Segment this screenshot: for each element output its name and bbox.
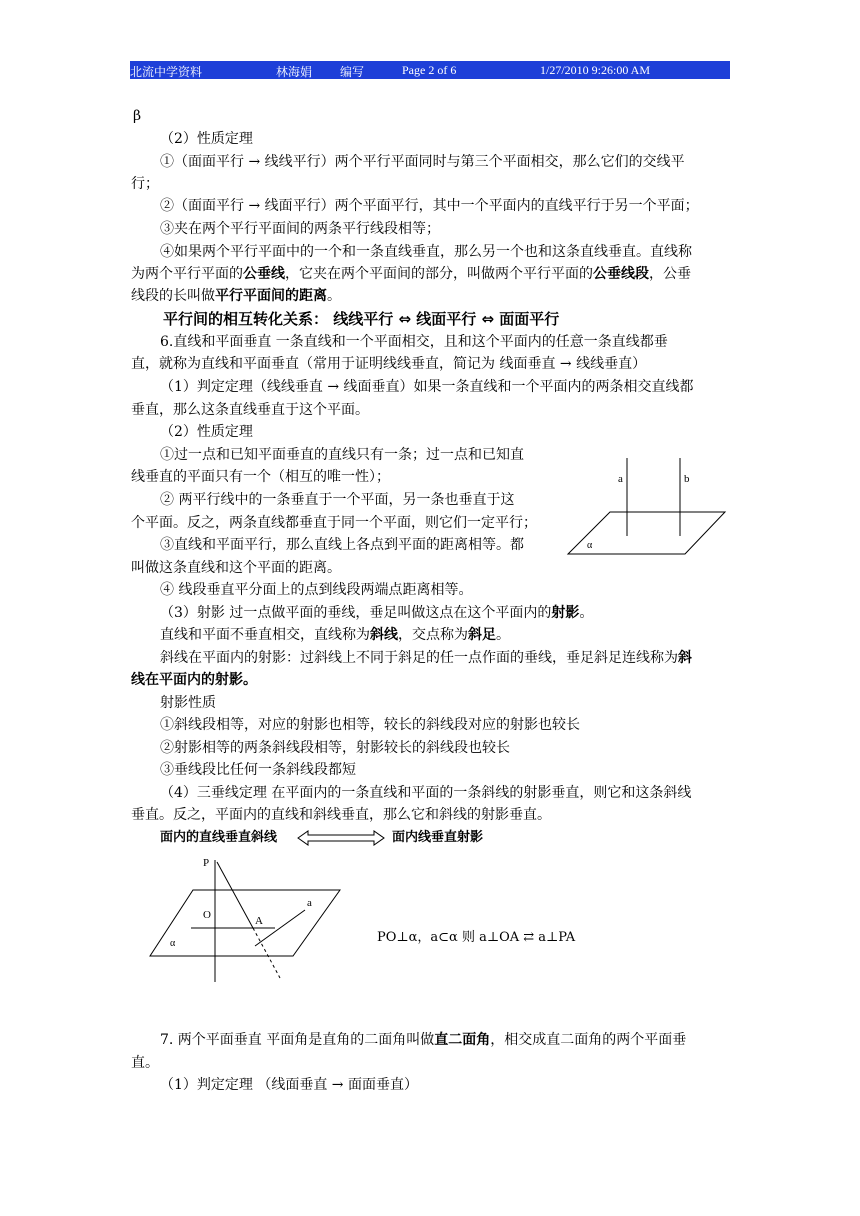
- header-role: 编写: [340, 65, 365, 79]
- text-line: 直。: [131, 1055, 159, 1071]
- text-line: 直，就称为直线和平面垂直（常用于证明线线垂直，简记为 线面垂直 → 线线垂直）: [131, 356, 647, 372]
- text-line: （2）性质定理: [160, 131, 253, 147]
- text-line: 7. 两个平面垂直 平面角是直角的二面角叫做直二面角，相交成直二面角的两个平面垂: [160, 1032, 687, 1048]
- text-line: 线段的长叫做平行平面间的距离。: [131, 288, 341, 304]
- text-line: 叫做这条直线和这个平面的距离。: [131, 560, 341, 576]
- text-line: 个平面。反之，两条直线都垂直于同一个平面，则它们一定平行；: [131, 515, 537, 531]
- text-line: ①过一点和已知平面垂直的直线只有一条；过一点和已知直: [160, 447, 524, 463]
- figure2-label-o: O: [203, 909, 211, 921]
- text-line: ①（面面平行 → 线线平行）两个平行平面同时与第三个平面相交，那么它们的交线平: [160, 154, 685, 170]
- text-line: 射影性质: [160, 695, 216, 711]
- text-line: （3）射影 过一点做平面的垂线，垂足叫做这点在这个平面内的射影。: [160, 605, 594, 621]
- three-perp-formula: PO⊥α，a⊂α 则 a⊥OA ⇄ a⊥PA: [377, 930, 576, 945]
- text-line: 线垂直的平面只有一个（相互的唯一性）；: [131, 469, 390, 485]
- double-arrow-icon: [296, 829, 386, 847]
- text-line: 直线和平面不垂直相交，直线称为斜线，交点称为斜足。: [160, 627, 510, 643]
- parallel-perpendicular-figure: [560, 450, 730, 560]
- text-line: ②（面面平行 → 线面平行）两个平面平行，其中一个平面内的直线平行于另一个平面；: [160, 198, 699, 214]
- header-datetime: 1/27/2010 9:26:00 AM: [540, 63, 651, 77]
- header-page: Page 2 of 6: [402, 63, 457, 77]
- text-line: 垂直。反之，平面内的直线和斜线垂直，那么它和斜线的射影垂直。: [131, 807, 551, 823]
- text-line: ④如果两个平行平面中的一个和一条直线垂直，那么另一个也和这条直线垂直。直线称: [160, 244, 692, 260]
- text-line: 为两个平行平面的公垂线，它夹在两个平面间的部分，叫做两个平行平面的公垂线段，公垂: [131, 266, 691, 282]
- figure2-label-p: P: [203, 857, 210, 869]
- header-author: 林海娟: [276, 65, 313, 79]
- text-line: 行；: [131, 176, 159, 192]
- page-header: [130, 61, 730, 79]
- three-perp-heading-left: 面内的直线垂直斜线: [160, 830, 278, 845]
- text-line: ③夹在两个平行平面间的两条平行线段相等；: [160, 221, 440, 237]
- text-line: （4）三垂线定理 在平面内的一条直线和平面的一条斜线的射影垂直，则它和这条斜线: [160, 785, 692, 801]
- three-perp-heading-right: 面内线垂直射影: [392, 830, 484, 845]
- header-source: 北流中学资料: [130, 65, 203, 79]
- section-heading: 平行间的相互转化关系： 线线平行 ⇔ 线面平行 ⇔ 面面平行: [163, 310, 560, 328]
- text-line: ①斜线段相等，对应的射影也相等，较长的斜线段对应的射影也较长: [160, 717, 580, 733]
- text-line: 6.直线和平面垂直 一条直线和一个平面相交，且和这个平面内的任意一条直线都垂: [160, 334, 668, 350]
- text-line: ② 两平行线中的一条垂直于一个平面，另一条也垂直于这: [160, 492, 515, 508]
- figure2-label-a: a: [307, 897, 312, 909]
- text-line: ③垂线段比任何一条斜线段都短: [160, 762, 356, 778]
- text-line: ④ 线段垂直平分面上的点到线段两端点距离相等。: [160, 582, 473, 598]
- figure1-label-b: b: [684, 473, 690, 485]
- figure1-label-plane: α: [587, 540, 593, 551]
- text-line: （1）判定定理（线线垂直 → 线面垂直）如果一条直线和一个平面内的两条相交直线都: [160, 379, 694, 395]
- text-line: 垂直，那么这条直线垂直于这个平面。: [131, 402, 369, 418]
- beta-symbol: β: [133, 108, 142, 124]
- text-line: ②射影相等的两条斜线段相等，射影较长的斜线段也较长: [160, 740, 510, 756]
- text-line: （1）判定定理 （线面垂直 → 面面垂直）: [160, 1077, 418, 1093]
- text-line: 斜线在平面内的射影：过斜线上不同于斜足的任一点作面的垂线，垂足斜足连线称为斜: [160, 650, 692, 666]
- figure2-label-plane: α: [170, 938, 176, 949]
- three-perpendiculars-figure: [145, 850, 355, 988]
- figure1-label-a: a: [618, 473, 623, 485]
- text-line: 线在平面内的射影。: [131, 672, 257, 688]
- text-line: （2）性质定理: [160, 424, 253, 440]
- text-line: ③直线和平面平行，那么直线上各点到平面的距离相等。都: [160, 537, 524, 553]
- figure2-label-A: A: [255, 915, 263, 927]
